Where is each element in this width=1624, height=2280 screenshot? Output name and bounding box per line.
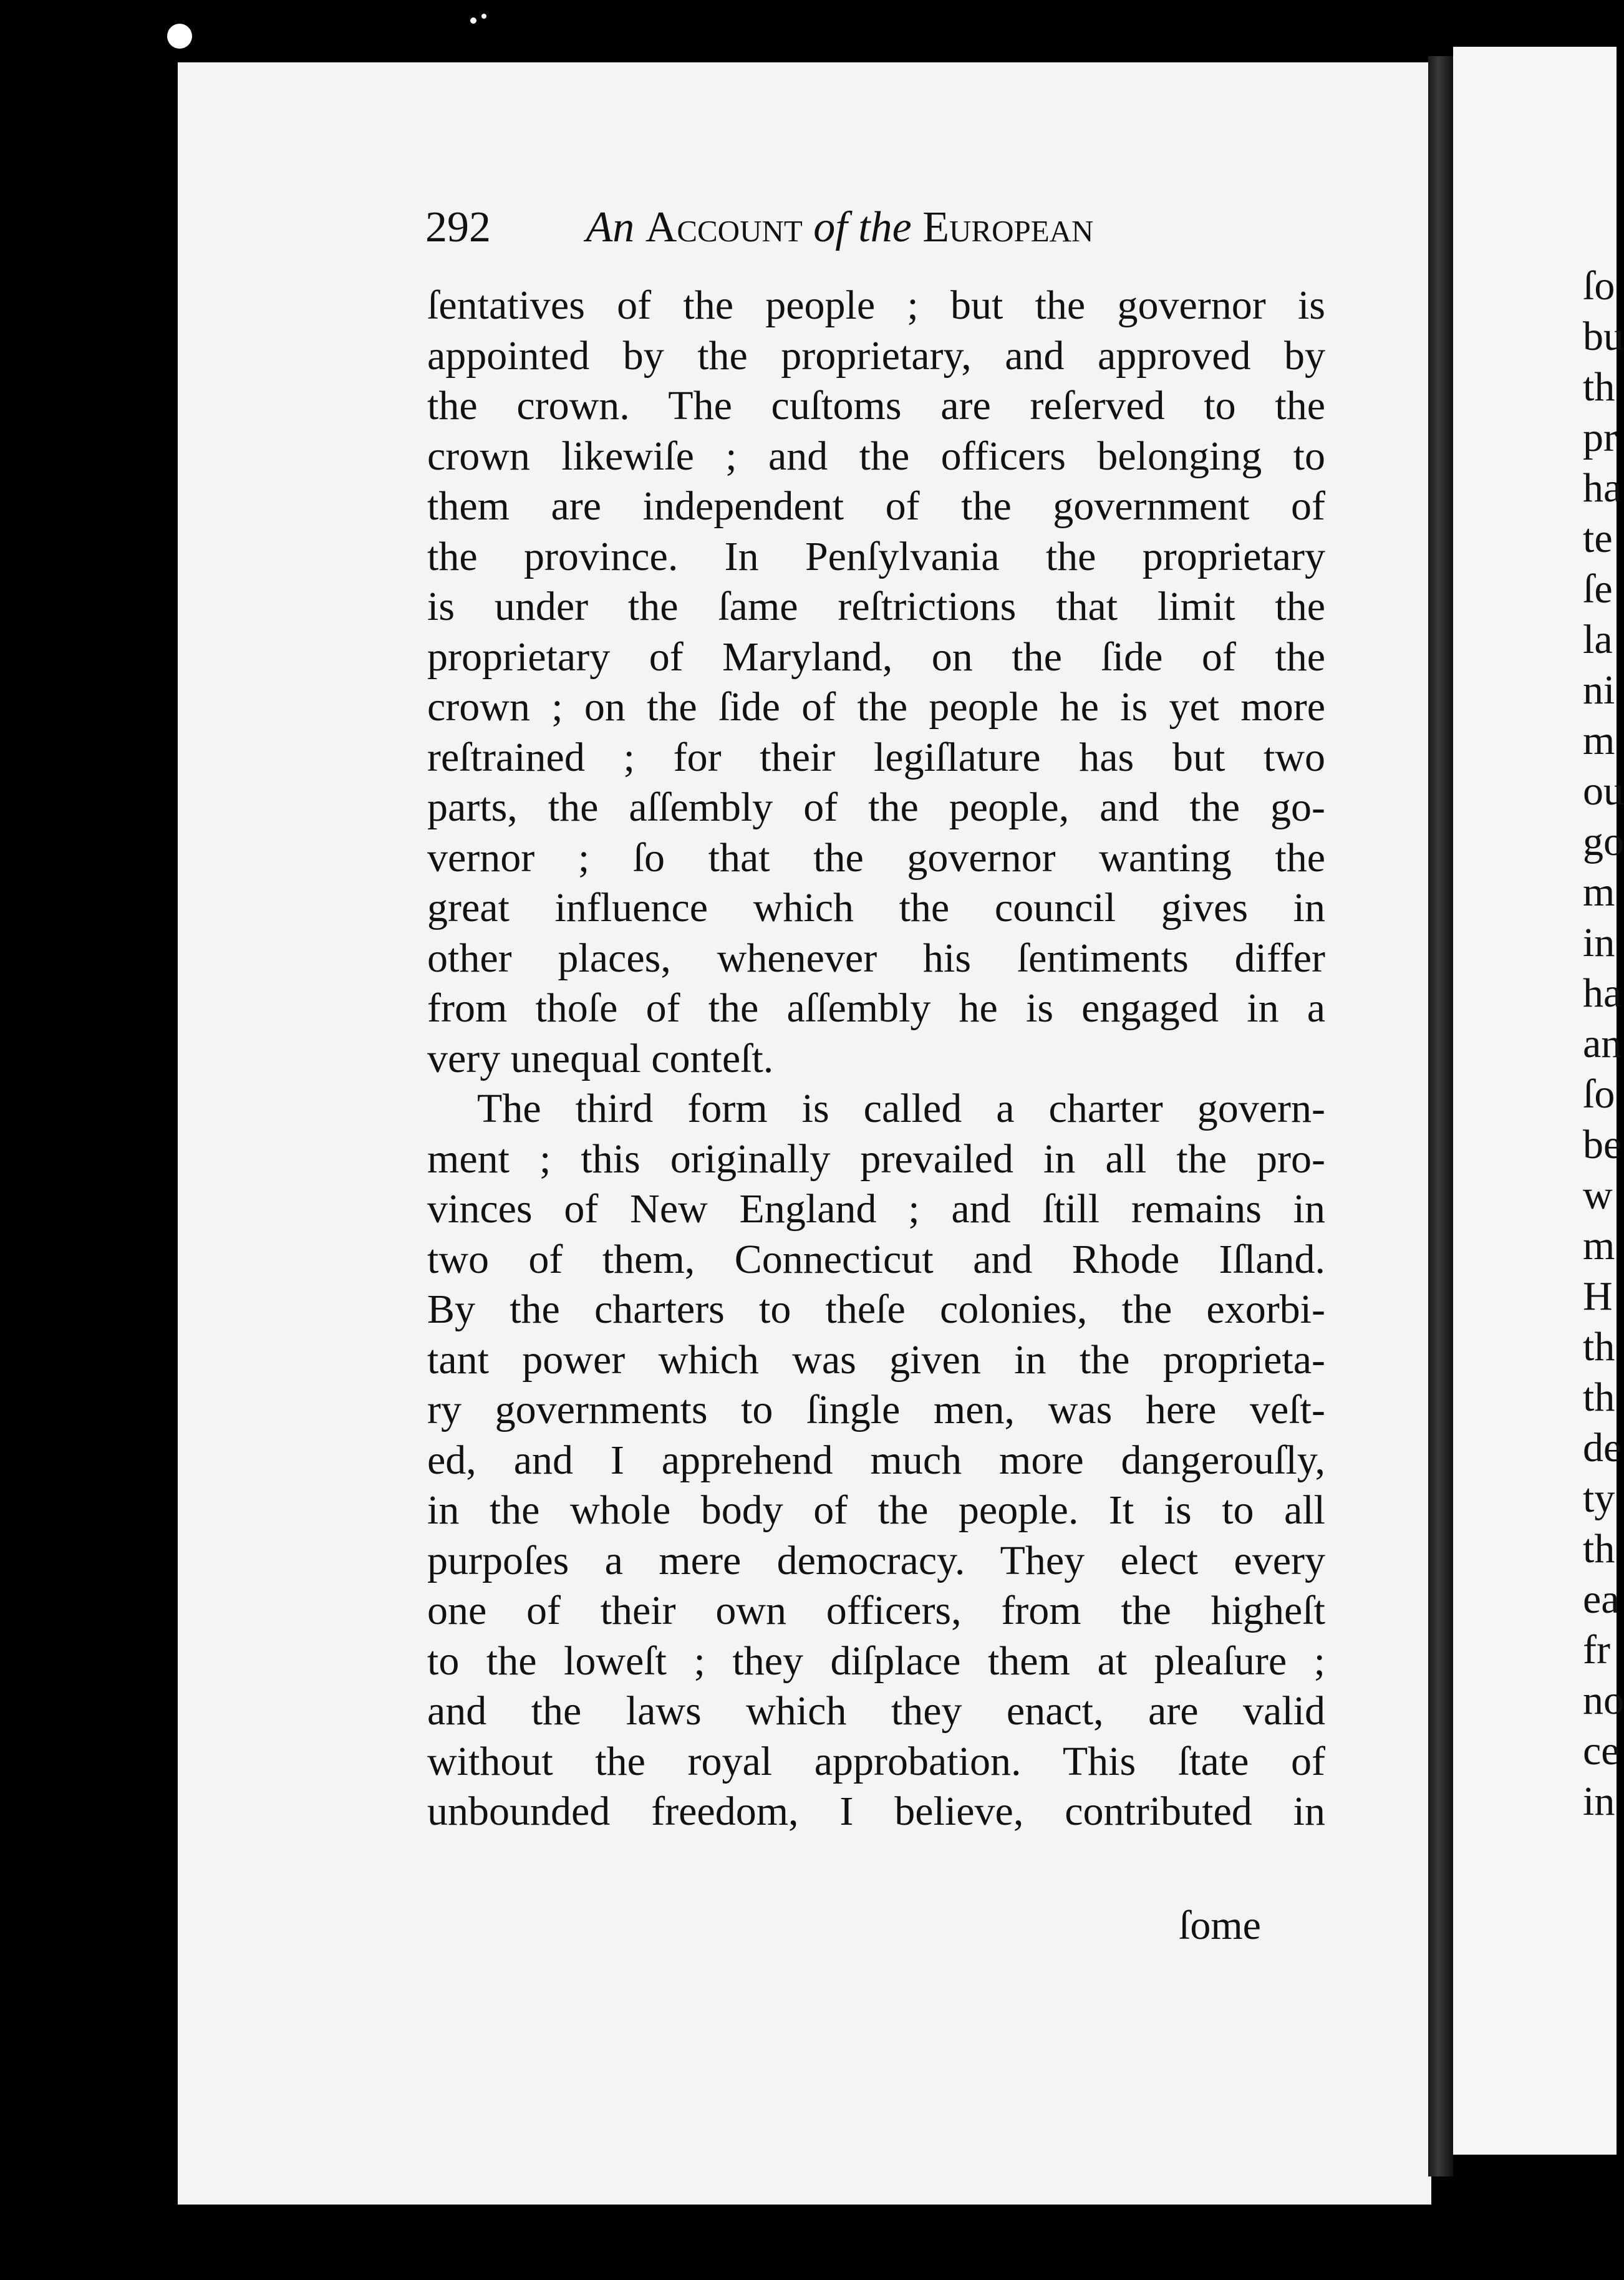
text-line: other places, whenever his ſentiments differ <box>427 935 1325 981</box>
text-line: unbounded freedom, I believe, contributed in <box>427 1789 1325 1834</box>
text-fragment: th <box>1583 1526 1615 1572</box>
text-line: one of their own officers, from the higheſt <box>427 1588 1325 1633</box>
text-fragment: ou <box>1583 768 1624 814</box>
text-fragment: th <box>1583 1324 1615 1369</box>
text-line: and the laws which they enact, are valid <box>427 1688 1325 1734</box>
text-fragment: be <box>1583 1122 1622 1167</box>
scan-speck <box>481 14 486 19</box>
text-fragment: pr <box>1583 415 1617 460</box>
text-line: two of them, Connecticut and Rhode Iſland. <box>427 1236 1325 1282</box>
text-fragment: ſo <box>1583 263 1615 309</box>
text-line: great influence which the council gives in <box>427 885 1325 930</box>
text-fragment: go <box>1583 819 1624 864</box>
text-fragment: te <box>1583 516 1613 561</box>
running-head <box>425 203 1205 253</box>
text-fragment: bu <box>1583 314 1624 359</box>
text-fragment: an <box>1583 1021 1622 1066</box>
text-line: the crown. The cuſtoms are reſerved to the <box>427 383 1325 428</box>
text-fragment: m <box>1583 869 1615 915</box>
book-gutter <box>1428 56 1453 2176</box>
text-line: vernor ; ſo that the governor wanting the <box>427 834 1325 881</box>
right-page-text-fragments <box>1583 261 1624 1827</box>
text-line: ed, and I apprehend much more dangerouſly, <box>427 1437 1325 1483</box>
text-fragment: de <box>1583 1425 1622 1471</box>
text-line: proprietary of Maryland, on the ſide of the <box>427 634 1325 680</box>
text-line: crown ; on the ſide of the people he is yet more <box>427 684 1325 730</box>
text-line: vinces of New England ; and ſtill remains in <box>427 1186 1325 1232</box>
text-line: from thoſe of the aſſembly he is engaged in a <box>427 985 1325 1031</box>
scan-speck <box>470 17 476 24</box>
text-line: reſtrained ; for their legiſlature has but two <box>427 734 1325 780</box>
text-fragment: in <box>1583 920 1615 965</box>
page-number: 292 <box>425 203 491 251</box>
text-line: purpoſes a mere democracy. They elect every <box>427 1537 1325 1583</box>
text-line: without the royal approbation. This ſtate of <box>427 1738 1325 1784</box>
text-fragment: ty <box>1583 1476 1615 1521</box>
text-fragment: ha <box>1583 465 1622 511</box>
text-line: the province. In Penſylvania the proprietary <box>427 533 1325 579</box>
text-fragment: w <box>1583 1172 1613 1218</box>
text-line: ment ; this originally prevailed in all the pro- <box>427 1136 1325 1182</box>
running-title-part: European <box>922 203 1094 251</box>
text-fragment: m <box>1583 718 1615 763</box>
text-fragment: no <box>1583 1678 1624 1723</box>
text-line: ry governments to ſingle men, was here veſt- <box>427 1387 1325 1432</box>
text-line: in the whole body of the people. It is to all <box>427 1487 1325 1533</box>
text-line: is under the ſame reſtrictions that limit the <box>427 584 1325 629</box>
running-title-part: of the <box>813 203 912 251</box>
text-fragment: in <box>1583 1779 1615 1824</box>
text-line: By the charters to theſe colonies, the exorbi- <box>427 1287 1325 1332</box>
text-line: to the loweſt ; they diſplace them at pleaſure ; <box>427 1638 1325 1684</box>
running-title-part: Account <box>645 203 803 251</box>
text-fragment: ha <box>1583 970 1622 1016</box>
text-line: them are independent of the government of <box>427 483 1325 529</box>
text-line: very unequal conteſt. <box>427 1035 774 1081</box>
body-text <box>427 281 1325 1837</box>
text-line: appointed by the proprietary, and approved by <box>427 332 1325 379</box>
text-fragment: ce <box>1583 1728 1620 1774</box>
text-line: crown likewiſe ; and the officers belonging to <box>427 433 1325 479</box>
text-fragment: ni <box>1583 667 1615 713</box>
text-fragment: th <box>1583 1374 1615 1420</box>
text-fragment: ſe <box>1583 566 1613 612</box>
text-fragment: ſo <box>1583 1071 1615 1117</box>
text-line: ſentatives of the people ; but the governor is <box>427 283 1325 328</box>
text-fragment: m <box>1583 1223 1615 1268</box>
catchword: ſome <box>1179 1903 1261 1948</box>
text-fragment: ea <box>1583 1577 1620 1622</box>
text-line: tant power which was given in the proprieta- <box>427 1336 1325 1383</box>
running-title-part: An <box>586 203 635 251</box>
text-line: The third form is called a charter govern- <box>477 1086 1325 1131</box>
text-fragment: th <box>1583 364 1615 410</box>
text-fragment: fr <box>1583 1627 1610 1673</box>
text-fragment: la <box>1583 617 1613 662</box>
scan-speck <box>167 24 192 49</box>
text-line: parts, the aſſembly of the people, and the go- <box>427 785 1325 830</box>
text-fragment: H <box>1583 1273 1613 1319</box>
